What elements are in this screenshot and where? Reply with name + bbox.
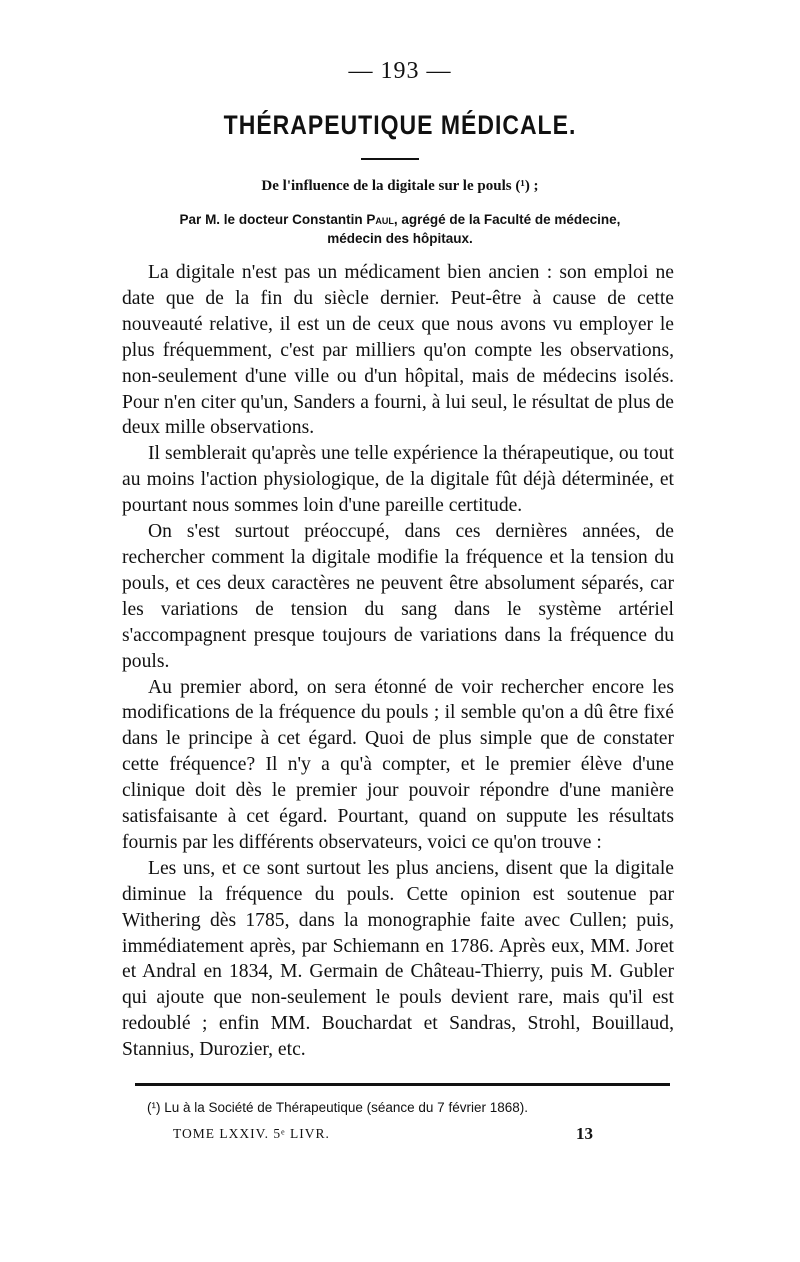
printer-signature [173,1126,593,1142]
sheet-number: 13 [576,1124,593,1143]
byline-line-1 [150,210,650,229]
title-rule [361,158,419,160]
article-title: De l'influence de la digitale sur le pouls (¹) ; [261,178,539,194]
author-name: Paul [366,212,394,227]
paragraph-1: La digitale n'est pas un médicament bien ancien : son emploi ne date que de la fin du siècle dernier. Peut-être à cause de cette nouveauté relative, il est un de ceux que nous avons vu employer le plus fréquemment, c'est par milliers qu'on compte les observations, non-seulement d'une ville ou d'un hôpital, mais de médecins isolés. Pour n'en citer qu'un, Sanders a fourni, à lui seul, le résultat de plus de deux mille observations. [122,262,674,439]
byline [150,210,650,248]
section-title: THÉRAPEUTIQUE MÉDICALE. [223,109,577,140]
byline-prefix: Par M. le docteur Constantin [179,212,367,227]
volume-mark: TOME LXXIV. 5ᵉ LIVR. [173,1126,330,1141]
page-number: — 193 — [348,58,452,84]
footnote-rule [135,1083,670,1086]
paragraph-4: Au premier abord, on sera étonné de voir rechercher encore les modifications de la fréquence du pouls ; il semble qu'on a dû être fixé dans le principe à cet égard. Quoi de plus simple que de constater cette fréquence? Il n'y a qu'à compter, et le premier élève d'une clinique doit dès le premier jour pouvoir répondre d'une manière satisfaisante à cet égard. Pourtant, quand on suppute les résultats fournis par les différents observateurs, voici ce qu'on trouve : [122,676,674,853]
paragraph-5: Les uns, et ce sont surtout les plus anciens, disent que la digitale diminue la fréquence du pouls. Cette opinion est soutenue par Withering dès 1785, dans la monographie faite avec Cullen; puis, immédiatement après, par Schiemann en 1786. Après eux, MM. Joret et Andral en 1834, M. Germain de Château-Thierry, puis M. Gubler qui ajoute que non-seulement le pouls devient rare, mais qu'il est redoublé ; enfin MM. Bouchardat et Sandras, Strohl, Bouillaud, Stannius, Durozier, etc. [122,857,674,1061]
byline-line-2: médecin des hôpitaux. [327,231,473,246]
paragraph-2: Il semblerait qu'après une telle expérience la thérapeutique, ou tout au moins l'action physiologique, de la digitale fût déjà déterminée, et pourtant nous sommes loin d'une pareille certitude. [122,443,674,517]
footnote: (¹) Lu à la Société de Thérapeutique (séance du 7 février 1868). [147,1100,528,1115]
body-text [122,260,674,1063]
byline-suffix: , agrégé de la Faculté de médecine, [393,212,621,227]
paragraph-3: On s'est surtout préoccupé, dans ces dernières années, de rechercher comment la digitale modifie la fréquence et la tension du pouls, et ces deux caractères ne peuvent être absolument séparés, car les variations de tension du sang dans le système artériel s'accompagnent presque toujours de variations dans la fréquence du pouls. [122,521,674,672]
